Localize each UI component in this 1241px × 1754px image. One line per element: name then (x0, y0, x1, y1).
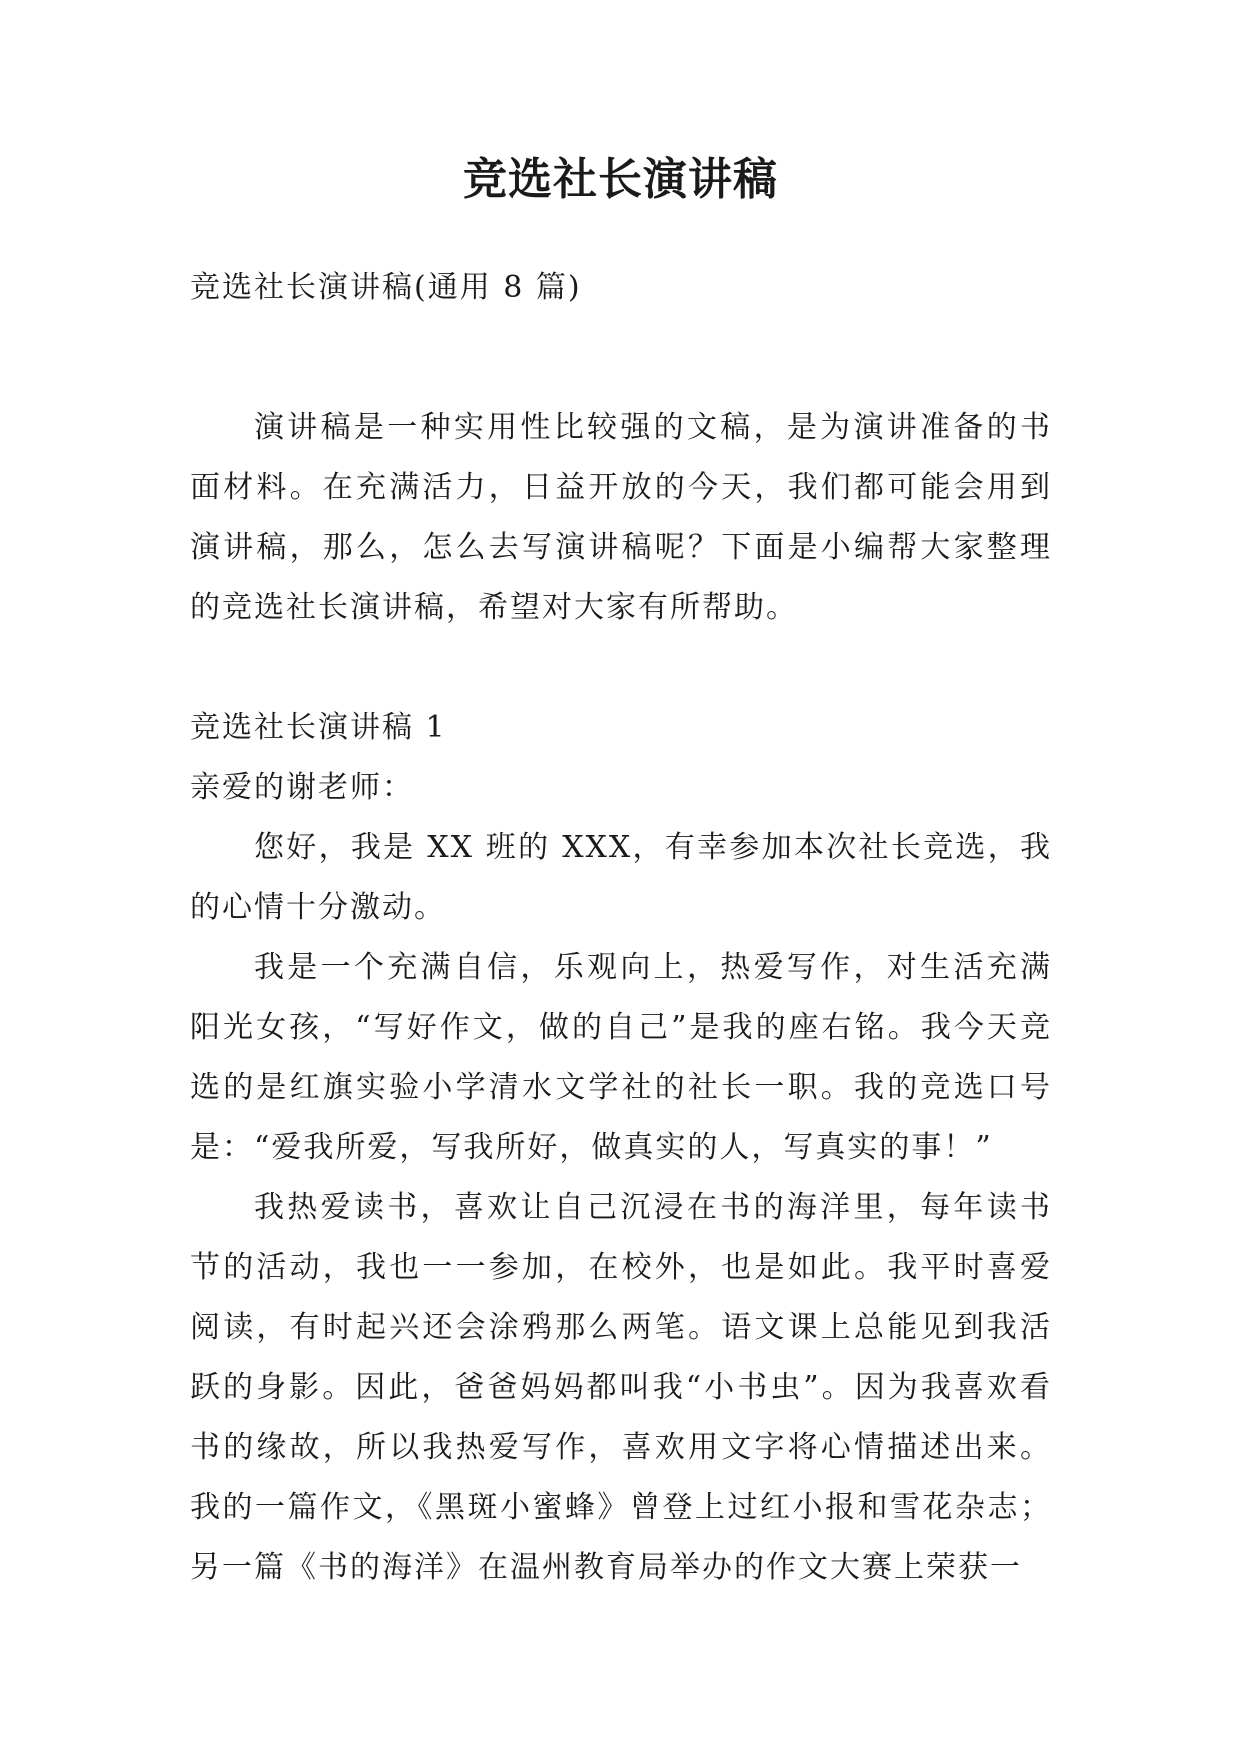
section-heading: 竞选社长演讲稿 1 (190, 710, 447, 745)
body-paragraph: 我是一个充满自信，乐观向上，热爱写作，对生活充满阳光女孩，“写好作文，做的自己”是我的座右铭。我今天竞选的是红旗实验小学清水文学社的社长一职。我的竞选口号是：“爱我所爱，写我所好，做真实的人，写真实的事！” (190, 950, 1052, 1165)
body-paragraph: 我热爱读书，喜欢让自己沉浸在书的海洋里，每年读书节的活动，我也一一参加，在校外，也是如此。我平时喜爱阅读，有时起兴还会涂鸦那么两笔。语文课上总能见到我活跃的身影。因此，爸爸妈妈都叫我“小书虫”。因为我喜欢看书的缘故，所以我热爱写作，喜欢用文字将心情描述出来。我的一篇作文，《黑斑小蜜蜂》曾登上过红小报和雪花杂志；另一篇《书的海洋》在温州教育局举办的作文大赛上荣获一 (190, 1190, 1052, 1585)
salutation: 亲爱的谢老师： (190, 770, 414, 805)
document-subtitle: 竞选社长演讲稿(通用 8 篇) (190, 270, 582, 305)
intro-paragraph: 演讲稿是一种实用性比较强的文稿，是为演讲准备的书面材料。在充满活力，日益开放的今天，我们都可能会用到演讲稿，那么，怎么去写演讲稿呢？下面是小编帮大家整理的竞选社长演讲稿，希望对大家有所帮助。 (190, 410, 1052, 625)
body-paragraph: 您好，我是 XX 班的 XXX，有幸参加本次社长竞选，我的心情十分激动。 (190, 830, 1052, 925)
document-title: 竞选社长演讲稿 (463, 154, 778, 205)
